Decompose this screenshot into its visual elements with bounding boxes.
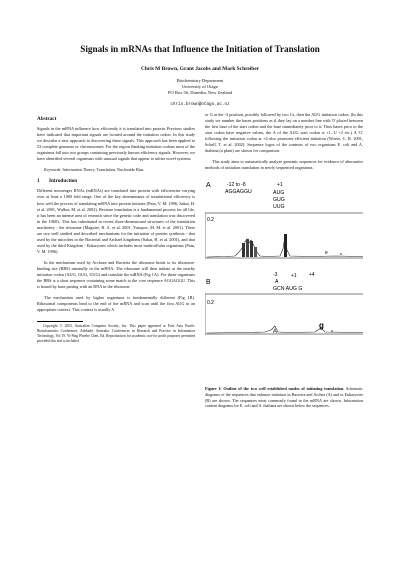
panel-a-rbs: AGGAGGU [225,189,252,196]
affiliation-line: Biochemistry Department [176,78,224,83]
abstract-text: Signals in the mRNA influence how efficiently it is translated into protein. Previous studies have indicated that important signals are located around the initiation codon. In this study we describe a new approach to discovering these signals. This approach has been applied to 53 complete genomes or chromosomes. For the region flanking initiation codons most of the organisms fall into two groups containing previously known efficiency signals. However, we have identified several organisms with unusual signals that appear to utilise novel systems. [37,126,195,162]
panel-b-label: B [206,279,211,287]
affiliation [0,78,400,96]
body-paragraph: This study aims to automatically analyze genomic sequences for evidence of alternative methods of initiation translation in newly sequenced organisms. [205,159,363,171]
right-column [205,112,363,409]
panel-a-codon: UUG [273,204,285,211]
section-number: 1 [37,178,40,185]
caption-text: Schematic diagrams of the sequences that enhance initiation in Bacteria and Archea (A) and in Eukaryotes (B) are shown. The sequences most commonly found in the mRNA are shown. Information content diagrams for E. coli and A. thaliana are shown below the sequences. [205,386,363,409]
panel-a-scale-label: 0.2 [207,217,214,224]
panel-b-scale-label: 0.2 [207,300,214,307]
panel-a-position-right: +1 [277,182,283,189]
affiliation-line: University of Otago [182,84,218,89]
logo-stack [284,234,287,257]
panel-a-codon: AUG [273,190,285,197]
paper-title: Signals in mRNAs that Influence the Initiation of Translation [80,44,320,54]
logo-letter: g [319,321,324,331]
panel-a-codon: GUG [273,197,285,204]
logo-stack [250,241,253,257]
panel-b-position: +4 [309,272,315,279]
panel-b-position: -3 [273,272,278,279]
affiliation-line: PO Box 56, Dunedin, New Zealand [167,90,233,95]
logo-stack [254,247,257,257]
logo-stack [242,243,245,257]
panel-b-sequence-logo [205,294,363,335]
footnote-rule [37,321,83,322]
logo-trace [207,326,363,336]
keywords-line: Keywords: Information Theory, Translation, Nucleotide Bias. [44,167,145,173]
caption-title: Figure 1: Outline of the two well established modes of initiating translation. [205,386,345,392]
figure-1-graphic [205,176,363,380]
panel-b-cap: A [275,279,279,286]
paper-authors: Chris M Brown, Grant Jacobs and Mark Schreiber [140,66,260,72]
panel-b-context: GCN AUG G [273,286,303,293]
logo-letter: s [340,251,342,257]
abstract-heading: Abstract [37,116,57,122]
panel-b-position: +1 [291,273,297,280]
panel-a-sequence-logo [205,213,363,258]
intro-heading [37,178,195,184]
figure-1 [205,176,363,380]
logo-letter: e [325,250,328,257]
left-column [37,112,195,344]
logo-letter: A [273,329,278,336]
intro-paragraph: Different messenger RNAs (mRNAs) are translated into protein with efficiencies varying over at least a 1000 fold range. One of the key determinants of translational efficiency is how well the process of translating mRNA into protein initiates (Pain, V. M. 1996, Sakai, H. et al. 2001, Walker, M. et al. 2002). Because translation is a fundamental process for all life, it has been an intense area of research since the genetic code and translation was discovered in the 1960's. This has culminated in recent three-dimensional structures of the translation machinery - the ribosome (Maguire, B. A. et al. 2001, Yusupov, M. M. et al. 2001). There are two well studied and described mechanisms for the initiation of protein synthesis - that used by the microbes in the Bacterial and Archael kingdoms (Sakai, H. et al. 2001), and that used by the third Kingdom - Eukaryotes which includes most multicellular organisms (Pain, V. M. 1996). [37,188,195,254]
logo-letter: u [331,328,334,334]
section-title: Introduction [49,178,78,185]
body-paragraph: or G at the -3 position, possibly followed by two Cs, then the AUG initiation codon. (In this study we number the bases positions as if they lay on a number line with '0' placed between the first base of the start codon and the base immediately prior to it. Thus bases prior to the start codon have negative values, the A of the AUG start codon is +1, U +2 etc.) A 'G' following the initiation codon at +4 also promotes efficient initiation (Woese, C. R. 2001, Schell, T. et al. 2002). Sequence logos of the contexts of two organisms E. coli and A. thaliana (a plant) are shown for comparison. [205,112,363,154]
panel-a-position-left: -12 to -8 [227,182,246,189]
logo-stack [246,239,249,257]
panel-a-label: A [206,182,211,190]
figure-1-caption [205,386,363,408]
keywords-text: Information Theory, Translation, Nucleotide Bias. [62,167,145,173]
copyright-footnote: Copyright © 2003, Australian Computer Society, Inc. This paper appeared at First Asia Pacific Bioinformatics Conference, Adelaide, Australia. Conferences in Research and Practice in Information Technology, Vol 19. Yi-Ping Phoebe Chen, Ed. Reproduction for academic, not-for profit purposes permitted provided this text is included. [37,324,195,344]
keywords-label: Keywords [44,167,61,173]
intro-paragraph: In the mechanism used by Archaea and Bacteria the ribosome binds to its ribosome-binding site (RBS) internally in the mRNA. The ribosome will then initiate at the nearby initiation codon (AUG, GUG, UUG) and translate the mRNA (Fig 1A). For these organisms the RBS is a short sequence containing some match to the core sequence AGGAGGU. This is bound by base pairing with an RNA in the ribosome. [37,259,195,290]
intro-paragraph: The mechanism used by higher organisms is fundamentally different (Fig 1B). Ribosomal components bind to the end of the mRNA and scan until the first AUG in an appropriate context. This context is usually A [37,295,195,313]
author-email: chris.brown@otago.ac.nz [170,102,230,107]
